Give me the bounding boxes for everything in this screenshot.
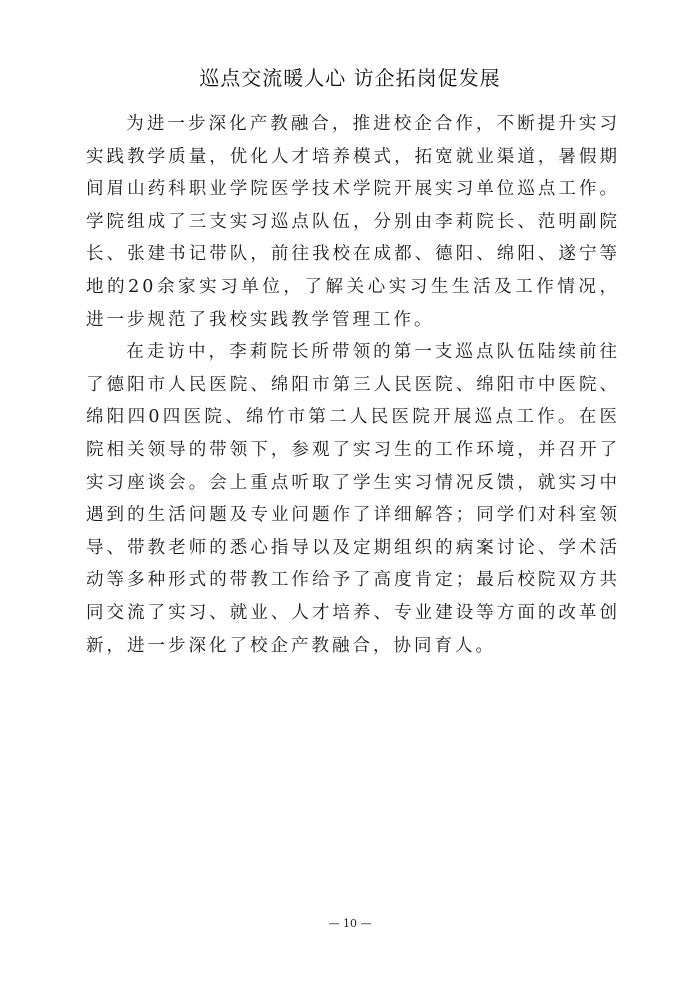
article-title: 巡点交流暖人心 访企拓岗促发展 [199, 66, 501, 90]
article-body [86, 108, 620, 662]
paragraph-1: 为进一步深化产教融合，推进校企合作，不断提升实习实践教学质量，优化人才培养模式，拓宽就业渠道，暑假期间眉山药科职业学院医学技术学院开展实习单位巡点工作。学院组成了三支实习巡点队伍，分别由李莉院长、范明副院长、张建书记带队，前往我校在成都、德阳、绵阳、遂宁等地的20余家实习单位，了解关心实习生生活及工作情况，进一步规范了我校实践教学管理工作。 [86, 114, 620, 330]
paragraph-2: 在走访中，李莉院长所带领的第一支巡点队伍陆续前往了德阳市人民医院、绵阳市第三人民医院、绵阳市中医院、绵阳四0四医院、绵竹市第二人民医院开展巡点工作。在医院相关领导的带领下，参观了实习生的工作环境，并召开了实习座谈会。会上重点听取了学生实习情况反馈，就实习中遇到的生活问题及专业问题作了详细解答；同学们对科室领导、带教老师的悉心指导以及定期组织的病案讨论、学术活动等多种形式的带教工作给予了高度肯定；最后校院双方共同交流了实习、就业、人才培养、专业建设等方面的改革创新，进一步深化了校企产教融合，协同育人。 [86, 342, 620, 656]
page-number: — 10 — [328, 917, 372, 930]
